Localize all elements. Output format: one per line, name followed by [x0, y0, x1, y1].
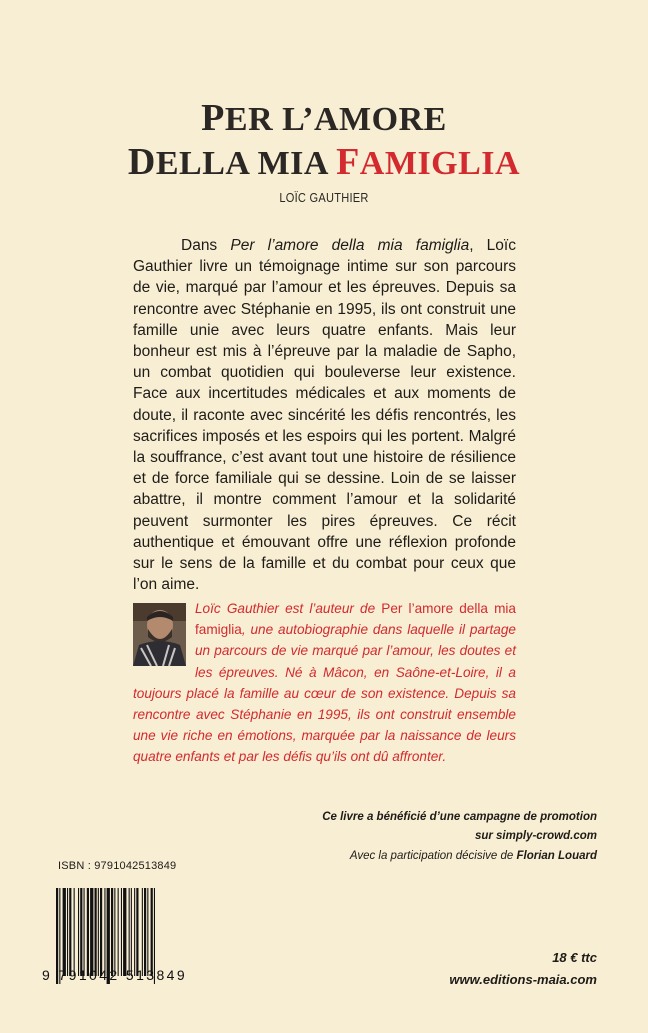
participation-line — [350, 850, 597, 862]
barcode-bar — [69, 888, 71, 976]
barcode-bar — [131, 888, 132, 976]
title-famiglia-cap: F — [336, 141, 360, 183]
title-line-1-rest: ER L’AMORE — [224, 101, 447, 138]
promo-block — [322, 808, 597, 846]
participation-lead: Avec la participation décisive de — [349, 850, 517, 862]
barcode-bar — [129, 888, 130, 976]
title-line-2-cap: D — [127, 141, 156, 183]
barcode-bar — [80, 888, 82, 976]
barcode-bar — [98, 888, 99, 976]
barcode-bar — [151, 888, 153, 976]
bio-text: , une autobiographie dans laquelle il partage un parcours de vie marqué par l’amour, les doutes et les épreuves. Né à Mâcon, en Saône-et-Loire, il a toujours placé la famille au cœur de son existence. Depuis sa rencontre avec Stéphanie en 1995, ils ont construit ensemble une vie riche en émotions, marquée par la naissance de leurs quatre enfants et par les défis qu’ils ont dû affronter. — [133, 622, 516, 765]
barcode-bar — [121, 888, 122, 976]
barcode-bar — [67, 888, 68, 976]
barcode-bar — [84, 888, 85, 976]
barcode-bar — [142, 888, 143, 976]
barcode-bar — [87, 888, 89, 976]
barcode-bar — [95, 888, 97, 976]
photo-spacer — [133, 598, 195, 664]
promo-line-1: Ce livre a bénéficié d’une campagne de promotion — [322, 811, 597, 823]
promo-line-2: sur simply-crowd.com — [474, 830, 597, 842]
barcode-bar — [104, 888, 105, 976]
synopsis-lead: Dans — [181, 237, 231, 254]
author-bio — [133, 598, 516, 768]
synopsis-paragraph — [133, 235, 516, 595]
synopsis-book-title: Per l’amore della mia famiglia — [230, 237, 470, 254]
author-name: LOÏC GAUTHIER — [279, 190, 369, 205]
bio-book-title: Per l’amore della mia famiglia — [195, 601, 516, 638]
barcode-bar — [114, 888, 115, 976]
price: 18 € ttc — [552, 950, 597, 965]
barcode-bar — [100, 888, 102, 976]
barcode-bar — [78, 888, 79, 976]
title-line-1 — [0, 96, 648, 140]
bio-lead: Loïc Gauthier est l’auteur de — [195, 601, 382, 616]
barcode-digits: 9 791042 513849 — [42, 967, 187, 983]
barcode-bar — [123, 888, 126, 976]
barcode-bar — [136, 888, 138, 976]
title-famiglia-rest: AMIGLIA — [359, 145, 521, 182]
barcode-bar — [147, 888, 148, 976]
barcode-bar — [90, 888, 93, 976]
title-line-2 — [0, 140, 648, 184]
title-line-2-rest: ELLA MIA — [155, 145, 337, 182]
publisher-website: www.editions-maia.com — [449, 972, 597, 987]
title-line-1-cap: P — [201, 97, 225, 139]
barcode-bar — [144, 888, 146, 976]
isbn-label: ISBN : 9791042513849 — [58, 860, 177, 872]
barcode-bar — [134, 888, 135, 976]
barcode-bar — [111, 888, 113, 976]
participation-name: Florian Louard — [516, 850, 597, 862]
barcode-bar — [118, 888, 119, 976]
barcode-bar — [63, 888, 66, 976]
barcode-bar — [74, 888, 75, 976]
synopsis-text: , Loïc Gauthier livre un témoignage intime sur son parcours de vie, marqué par l’amour et les épreuves. Depuis sa rencontre avec Stéphanie en 1995, ils ont construit une famille unie avec leurs quatre enfants. Mais leur bonheur est mis à l’épreuve par la maladie de Sapho, un combat quotidien qui bouleverse leur existence. Face aux incertitudes médicales et aux moments de doute, il raconte avec sincérité les défis rencontrés, les sacrifices imposés et les espoirs qui les portent. Malgré la souffrance, c’est avant tout une histoire de résilience et de force familiale qui se dessine. Loin de se laisser abattre, il montre comment l’amour et la solidarité peuvent surmonter les pires épreuves. Ce récit authentique et émouvant offre une réflexion profonde sur le sens de la famille et du combat pour ceux que l’on aime. — [133, 237, 516, 594]
